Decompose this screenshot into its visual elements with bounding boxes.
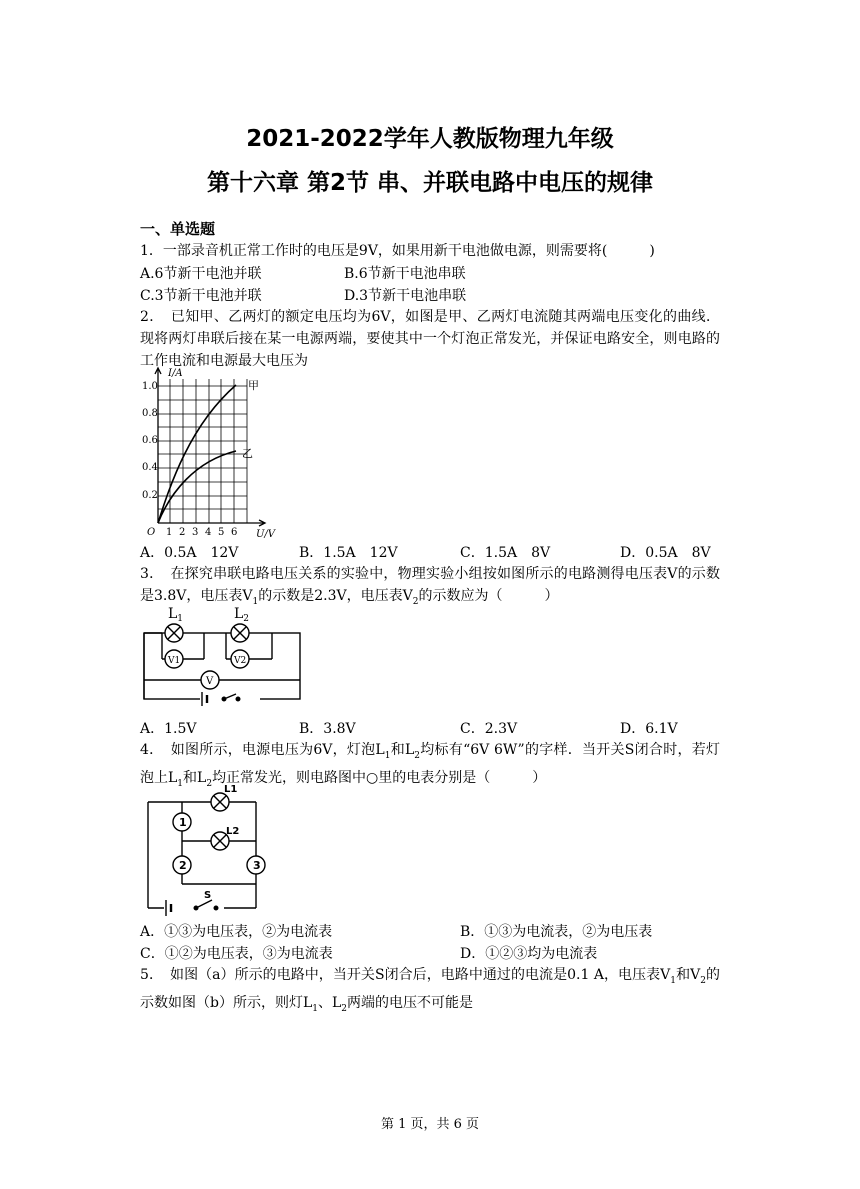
y-axis-label: I/A <box>168 368 183 379</box>
curve-label-jia: 甲 <box>248 379 259 392</box>
q4-option-b: B．①③为电流表，②为电压表 <box>460 924 653 940</box>
label-meter-3: 3 <box>253 859 261 872</box>
xtick-5: 5 <box>218 527 225 538</box>
q4-option-d: D．①②③均为电流表 <box>460 946 598 962</box>
q2-option-a: A．0.5A 12V <box>140 545 239 561</box>
label-meter-1: 1 <box>179 816 187 829</box>
ytick-0.6: 0.6 <box>142 435 158 446</box>
q3-option-c: C．2.3V <box>460 721 518 737</box>
label-v: V <box>206 676 214 687</box>
q1-stem: 1．一部录音机正常工作时的电压是9V，如果用新干电池做电源，则需要将( ) <box>140 243 655 259</box>
label-v1: V1 <box>168 656 181 666</box>
xtick-1: 1 <box>166 527 173 538</box>
q3-option-d: D．6.1V <box>620 721 678 737</box>
label-meter-2: 2 <box>179 859 187 872</box>
q2-option-c: C．1.5A 8V <box>460 545 551 561</box>
label-l1: L1 <box>224 784 238 795</box>
q3-stem: 3． 在探究串联电路电压关系的实验中，物理实验小组按如图所示的电路测得电压表V的示数是3.8V，电压表$V_1$的示数是2.3V，电压表$V_2$的示数应为（ ） <box>140 566 720 607</box>
q3-circuit <box>140 600 308 708</box>
xtick-3: 3 <box>192 527 199 538</box>
iv-graph <box>140 365 290 543</box>
label-l1: $L_1$ <box>168 606 184 624</box>
label-switch: S <box>204 890 212 901</box>
q1-option-c: C.3节新干电池并联 <box>140 288 262 304</box>
section-heading: 一、单选题 <box>140 220 216 238</box>
page-footer: 第 1 页，共 6 页 <box>380 1117 480 1132</box>
x-axis-label: U/V <box>256 529 276 540</box>
title-line-2: 第十六章 第2节 串、并联电路中电压的规律 <box>206 170 654 196</box>
ytick-1.0: 1.0 <box>142 381 158 392</box>
label-v2: V2 <box>234 656 247 666</box>
q4-stem: 4． 如图所示，电源电压为6V，灯泡$L_1$和$L_2$均标有“6V 6W”的字样．当开关S闭合时，若灯泡上$L_1$和$L_2$均正常发光，则电路图中○里的电表分别是（ ） <box>140 742 720 789</box>
xtick-4: 4 <box>205 527 212 538</box>
title-line-1: 2021-2022学年人教版物理九年级 <box>246 126 614 152</box>
q1-option-d: D.3节新干电池串联 <box>344 288 467 304</box>
q3-option-a: A．1.5V <box>140 721 197 737</box>
q2-option-b: B．1.5A 12V <box>299 545 398 561</box>
q4-option-c: C．①②为电压表，③为电流表 <box>140 946 333 962</box>
origin-label: O <box>147 527 156 538</box>
q5-stem: 5． 如图（a）所示的电路中，当开关S闭合后，电路中通过的电流是0.1 A，电压表$V_1$和$V_2$的示数如图（b）所示，则灯$L_1$、$L_2$两端的电压不可能是 <box>140 967 721 1014</box>
q2-option-d: D．0.5A 8V <box>620 545 711 561</box>
ytick-0.2: 0.2 <box>142 490 158 501</box>
label-l2: L2 <box>226 826 240 837</box>
q3-option-b: B．3.8V <box>299 721 356 737</box>
ytick-0.8: 0.8 <box>142 408 158 419</box>
ytick-0.4: 0.4 <box>142 462 158 473</box>
xtick-6: 6 <box>231 527 238 538</box>
xtick-2: 2 <box>179 527 186 538</box>
q4-circuit <box>140 780 266 918</box>
q1-option-a: A.6节新干电池并联 <box>140 266 262 282</box>
q1-option-b: B.6节新干电池串联 <box>344 266 466 282</box>
q2-stem: 2． 已知甲、乙两灯的额定电压均为6V，如图是甲、乙两灯电流随其两端电压变化的曲线．现将两灯串联后接在某一电源两端，要使其中一个灯泡正常发光，并保证电路安全，则电路的工作电流和电源最大电压为 <box>140 309 720 369</box>
label-l2: $L_2$ <box>234 606 250 624</box>
q4-option-a: A．①③为电压表，②为电流表 <box>140 924 333 940</box>
curve-label-yi: 乙 <box>242 447 253 460</box>
